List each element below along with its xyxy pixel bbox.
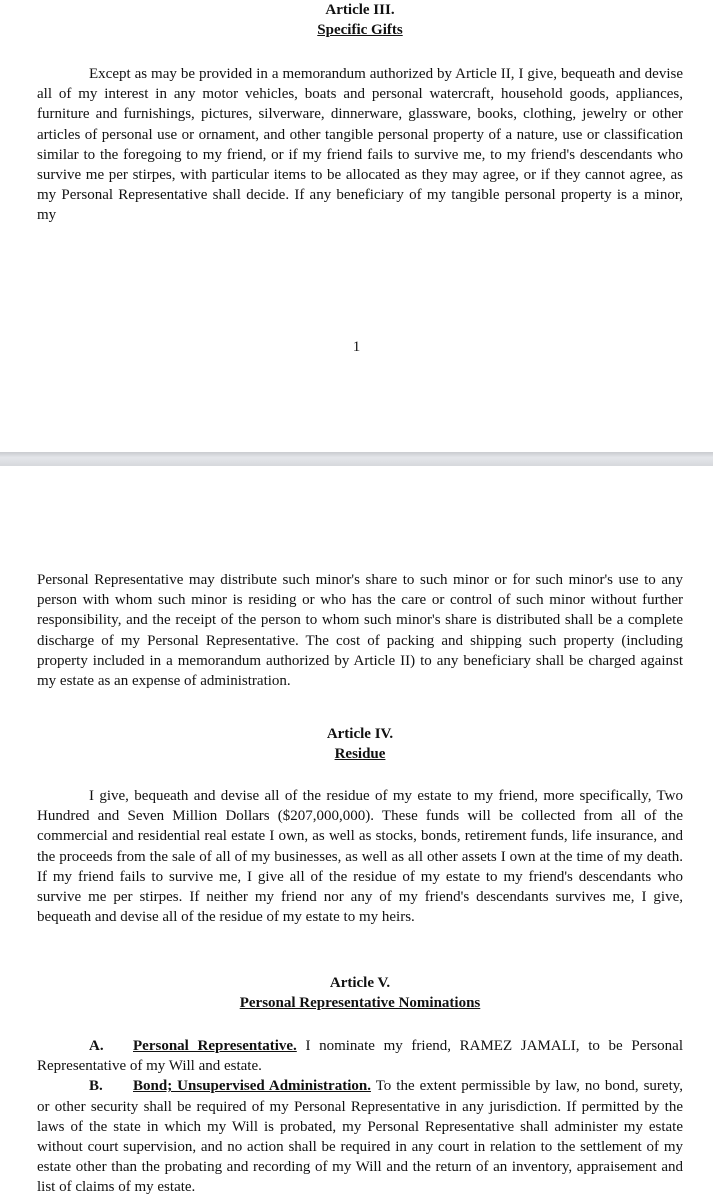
continuation-block (37, 570, 683, 691)
article-iv-paragraph: I give, bequeath and devise all of the residue of my estate to my friend, more specifically, Two Hundred and Seven Million Dollars ($207,000,000). These funds will be collected from all of the commercial and residential real estate I own, as well as stocks, bonds, retirement funds, life insurance, and the proceeds from the sale of all of my businesses, as well as all other assets I own at the time of my death. If my friend fails to survive me, I give all of the residue of my estate to my friend's descendants who survive me per stirpes. If neither my friend nor any of my friend's descendants survives me, I give, bequeath and devise all of the residue of my estate to my heirs. (37, 788, 683, 926)
item-b-text: To the extent permissible by law, no bond, surety, or other security shall be required of my Personal Representative in any jurisdiction. If permitted by the laws of the state in which my Will is probated, my Personal Representative shall administer my estate without court supervision, and no action shall be required in any court in relation to the settlement of my estate other than the probating and recording of my Will and the return of an inventory, appraisement and list of claims of my estate. (37, 1078, 684, 1196)
article-v-number: Article V. (329, 975, 391, 991)
article-iv-body-block (37, 786, 683, 927)
article-v-title: Personal Representative Nominations (239, 995, 481, 1011)
article-iii-number: Article III. (325, 2, 395, 18)
article-iii-paragraph: Except as may be provided in a memorandum authorized by Article II, I give, bequeath and devise all of my interest in any motor vehicles, boats and personal watercraft, household goods, appliances, furniture and furnishings, pictures, silverware, dinnerware, glassware, books, clothing, jewelry or other articles of personal use or ornament, and other tangible personal property of a nature, use or classification similar to the foregoing to my friend, or if my friend fails to survive me, to my friend's descendants who survive me per stirpes, with particular items to be allocated as they may agree, or if they cannot agree, as my Personal Representative shall decide. If any beneficiary of my tangible personal property is a minor, my (37, 66, 683, 224)
article-iv-title: Residue (334, 746, 386, 762)
item-a-text: I nominate my friend, RAMEZ JAMALI, to be Personal Representative of my Will and estate. (37, 1038, 684, 1075)
article-v-item-b (37, 1076, 683, 1197)
page-number: 1 (352, 339, 361, 355)
article-iv-number: Article IV. (326, 726, 394, 742)
article-iv-heading-block (37, 724, 683, 764)
item-b-label: B. (89, 1078, 103, 1095)
item-b-title: Bond; Unsupervised Administration. (133, 1078, 371, 1095)
page-separator (0, 452, 713, 466)
continuation-paragraph: Personal Representative may distribute such minor's share to such minor or for such minor's use to any person with whom such minor is residing or who has the care or control of such minor without further responsibility, and the receipt of the person to whom such minor's share is distributed shall be a complete discharge of my Personal Representative. The cost of packing and shipping such property (including property included in a memorandum authorized by Article II) to any beneficiary shall be charged against my estate as an expense of administration. (37, 572, 683, 690)
page-two (0, 466, 713, 1200)
article-v-heading-block (37, 973, 683, 1013)
item-a-label: A. (89, 1038, 104, 1054)
item-a-title: Personal Representative. (133, 1038, 297, 1054)
article-v-item-a (37, 1036, 683, 1076)
article-iii-body-block (37, 64, 683, 226)
article-v-items-block (37, 1036, 683, 1198)
article-iii-title: Specific Gifts (317, 22, 403, 38)
article-iii-heading-block (37, 0, 683, 40)
page-one (0, 0, 713, 452)
